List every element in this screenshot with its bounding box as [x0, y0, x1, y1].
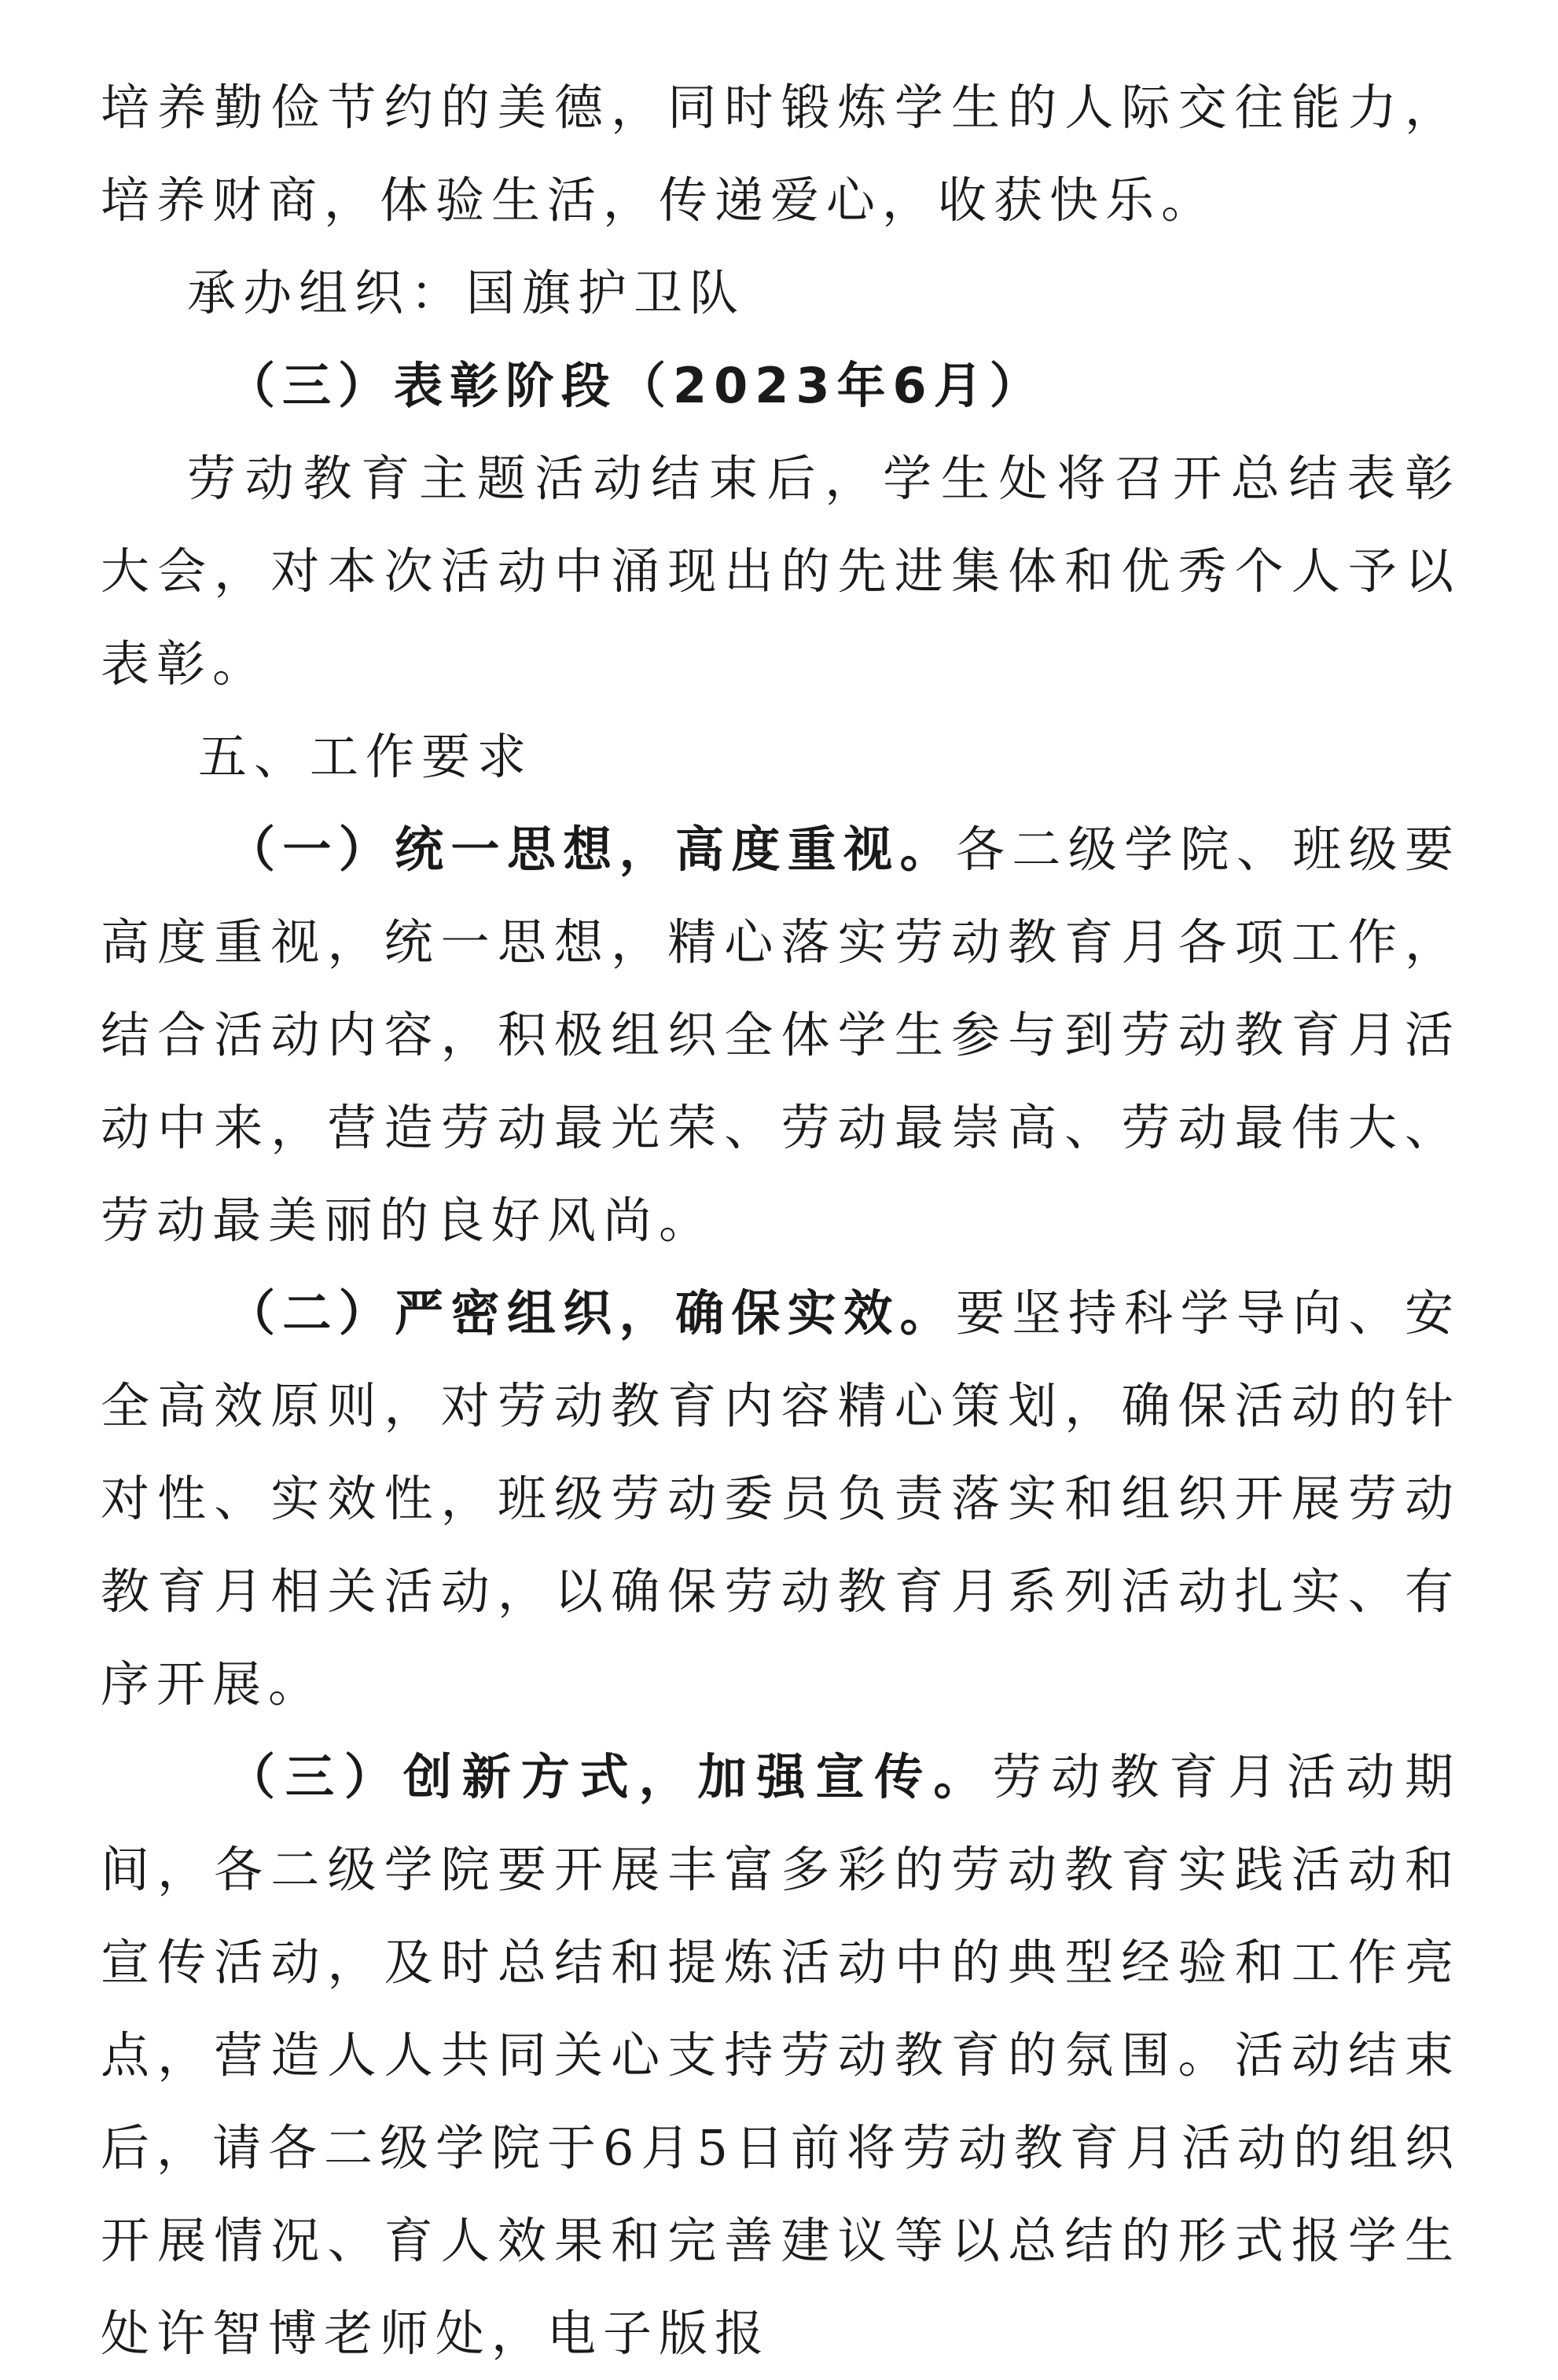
paragraph-requirement-2 — [101, 1267, 1461, 1731]
requirement-2-text: 要坚持科学导向、安全高效原则，对劳动教育内容精心策划，确保活动的针对性、实效性，班级劳动委员负责落实和组织开展劳动教育月相关活动，以确保劳动教育月系列活动扎实、有序开展。 — [101, 1284, 1461, 1713]
section-heading-commendation: （三）表彰阶段（2023年6月） — [226, 357, 1045, 414]
organizer-line: 承办组织：国旗护卫队 — [187, 264, 746, 321]
requirement-1-lead: （一）统一思想，高度重视。 — [226, 821, 956, 878]
paragraph-requirement-1 — [101, 803, 1461, 1267]
paragraph-continued: 培养勤俭节约的美德，同时锻炼学生的人际交往能力，培养财商，体验生活，传递爱心，收获快乐。 — [101, 79, 1461, 229]
paragraph-requirement-3 — [101, 1731, 1461, 2380]
requirement-3-text: 劳动教育月活动期间，各二级学院要开展丰富多彩的劳动教育实践活动和宣传活动，及时总结和提炼活动中的典型经验和工作亮点，营造人人共同关心支持劳动教育的氛围。活动结束后，请各二级学院于6月5日前将劳动教育月活动的组织开展情况、育人效果和完善建议等以总结的形式报学生处许智博老师处，电子版报 — [101, 1748, 1461, 2362]
section-heading-requirements: 五、工作要求 — [198, 728, 534, 785]
requirement-1-text: 各二级学院、班级要高度重视，统一思想，精心落实劳动教育月各项工作，结合活动内容，积极组织全体学生参与到劳动教育月活动中来，营造劳动最光荣、劳动最崇高、劳动最伟大、劳动最美丽的良好风尚。 — [101, 821, 1461, 1249]
document-body — [101, 61, 1461, 2380]
paragraph-commendation: 劳动教育主题活动结束后，学生处将召开总结表彰大会，对本次活动中涌现出的先进集体和优秀个人予以表彰。 — [101, 450, 1461, 692]
requirement-2-lead: （二）严密组织，确保实效。 — [226, 1284, 956, 1342]
requirement-3-lead: （三）创新方式，加强宣传。 — [226, 1748, 993, 1805]
